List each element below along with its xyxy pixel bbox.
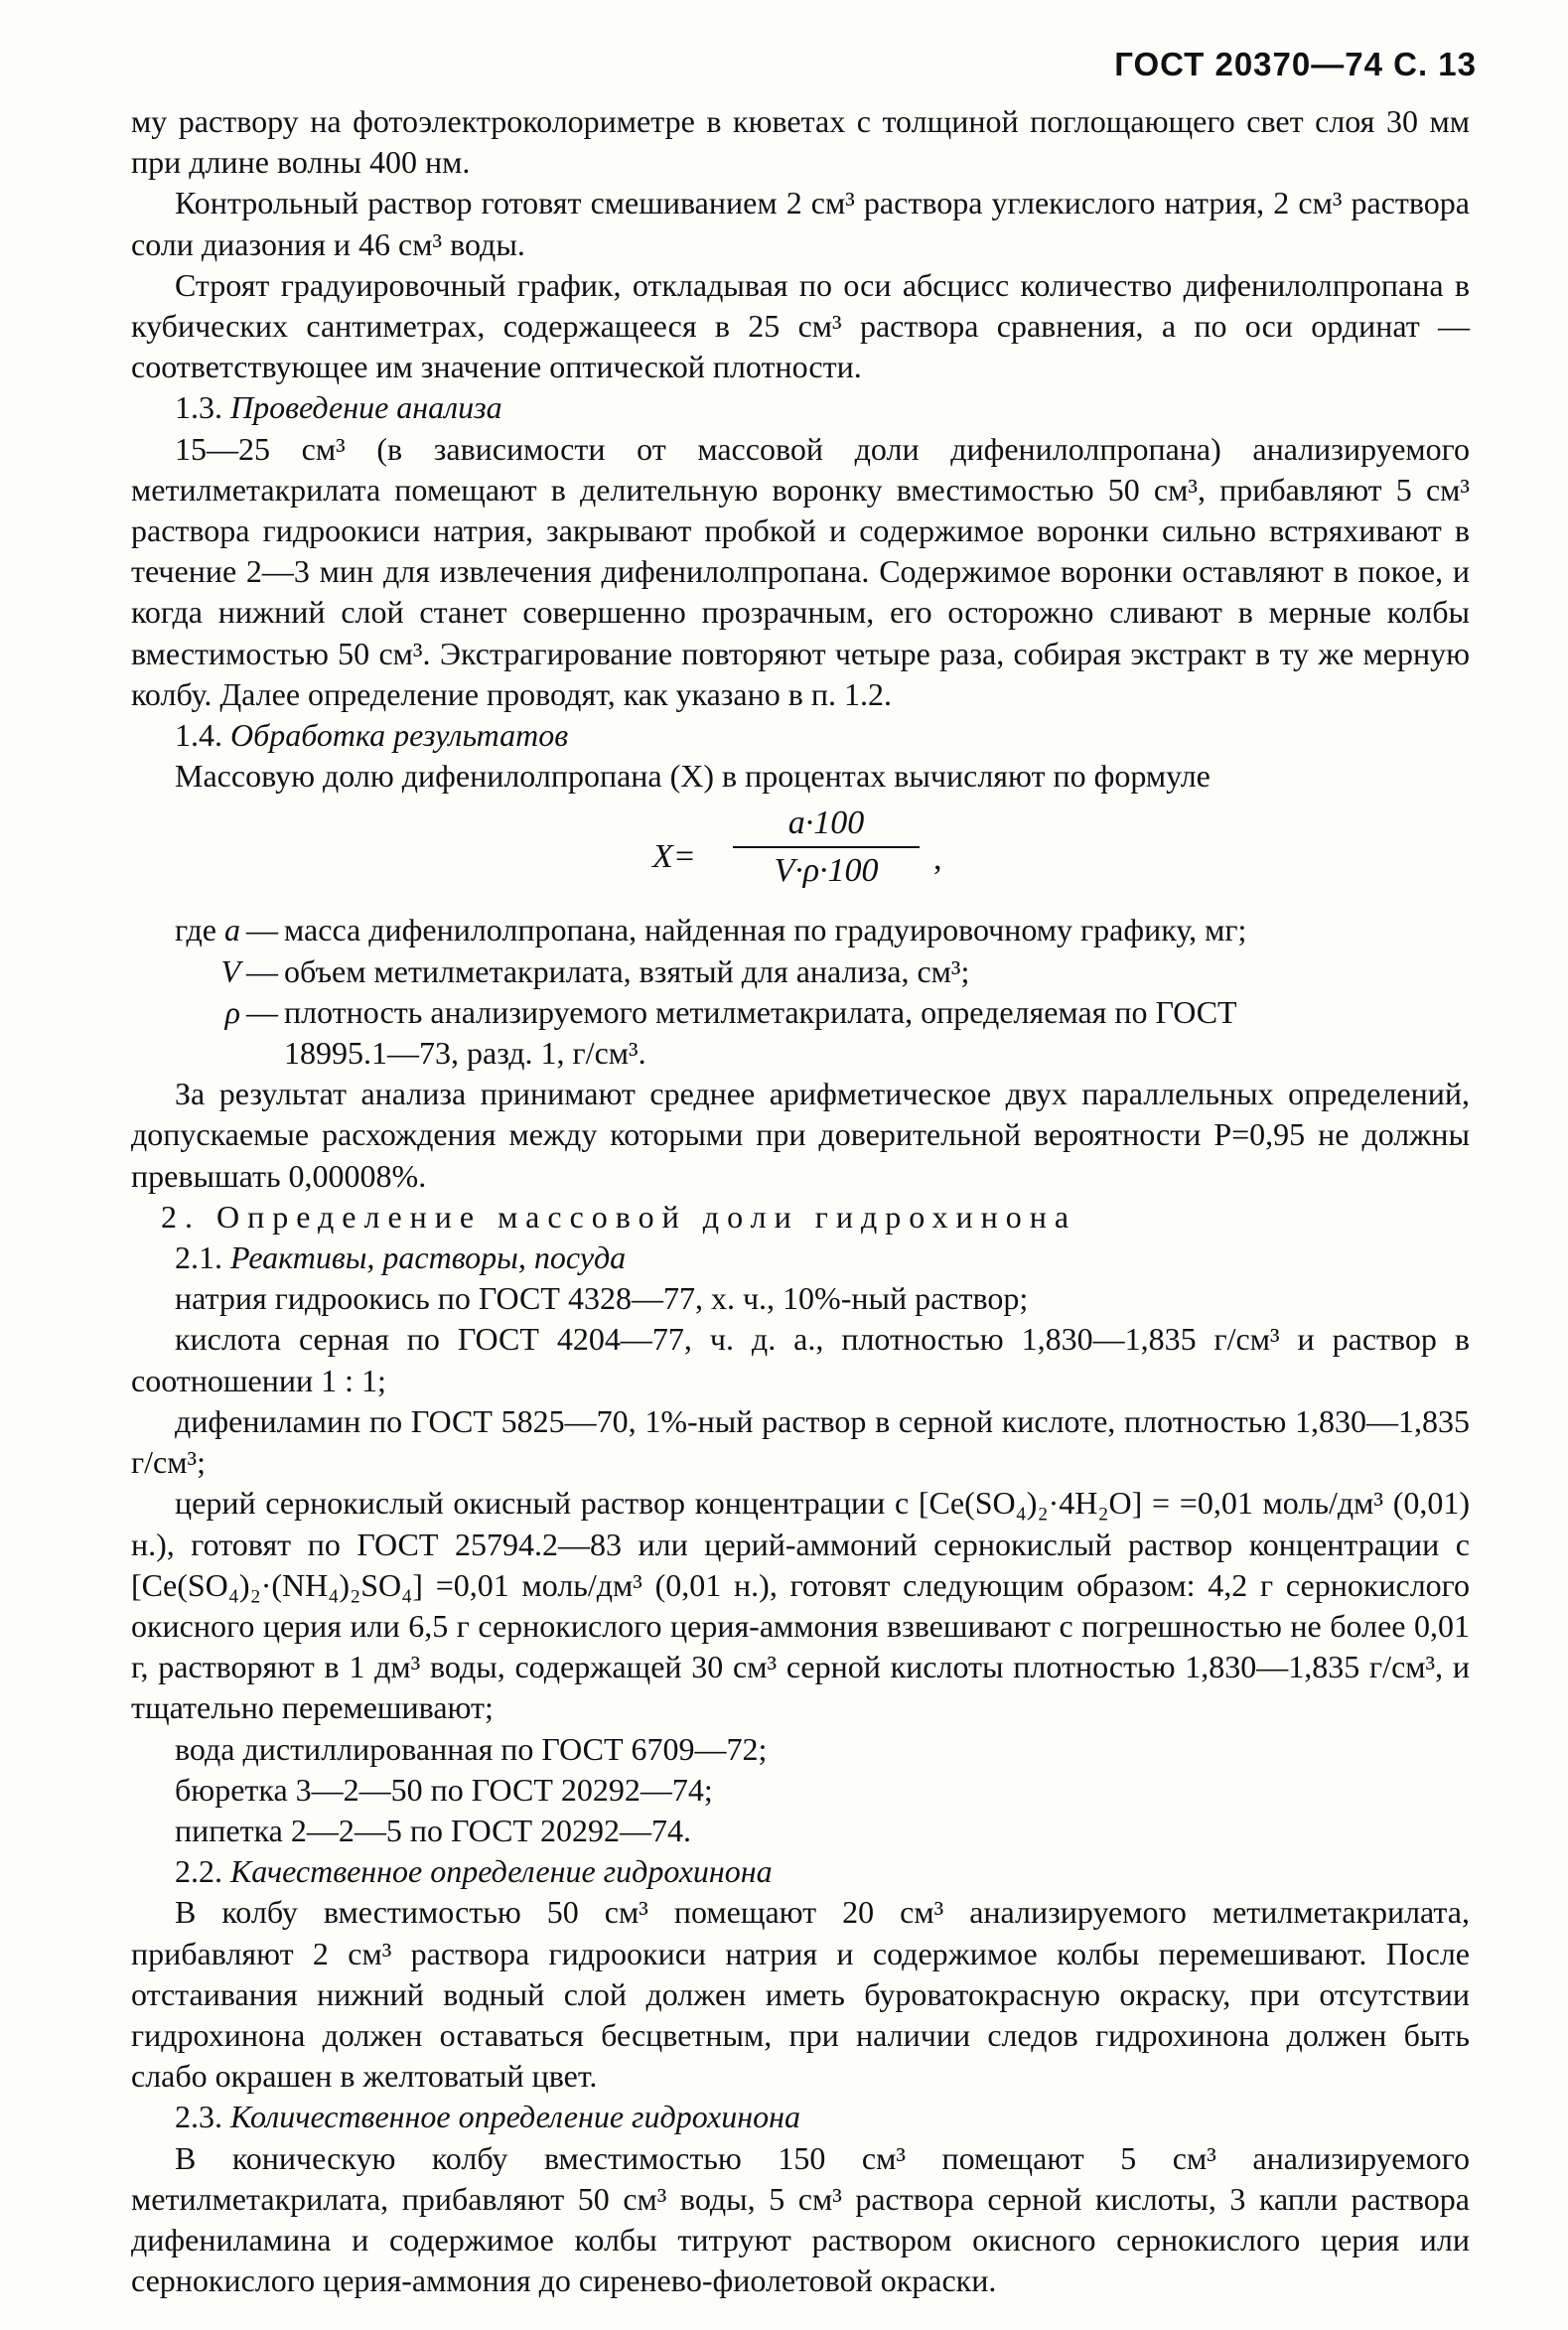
definition-dash: —	[246, 952, 278, 989]
formula-numerator: a·100	[787, 804, 865, 842]
heading-2-1	[131, 1238, 1470, 1278]
paragraph-control-solution: Контрольный раствор готовят смешиванием 2 см³ раствора углекислого натрия, 2 см³ раствора соли диазония и 46 см³ воды.	[131, 185, 1470, 262]
reagent-item: церий сернокислый окисный раствор концентрации c [Ce(SO₄)₂·4H₂O] = =0,01 моль/дм³ (0,01) н.), готовят по ГОСТ 25794.2—83 или церий-аммоний сернокислый раствор концентрации c [Ce(SO₄)₂·(NH₄)₂SO₄] =0,01 моль/дм³ (0,01 н.), готовят следующим образом: 4,2 г сернокислого окисного церия или 6,5 г сернокислого церия-аммония взвешивают с погрешностью не более 0,01 г, растворяют в 1 дм³ воды, содержащей 30 см³ серной кислоты плотностью 1,830—1,835 г/см³, и тщательно перемешивают;	[131, 1485, 1471, 1726]
definition-v	[131, 951, 1470, 992]
definition-text: плотность анализируемого метилметакрилата, определяемая по ГОСТ	[284, 993, 1237, 1030]
heading-1-3	[131, 387, 1470, 428]
definition-symbol	[131, 992, 240, 1033]
heading-title: Проведение анализа	[230, 389, 502, 426]
formula-denominator: V·ρ·100	[774, 851, 879, 889]
reagent-item: кислота серная по ГОСТ 4204—77, ч. д. а., плотностью 1,830—1,835 г/см³ и раствор в соотношении 1 : 1;	[131, 1321, 1470, 1398]
paragraph-qualitative: В колбу вместимостью 50 см³ помещают 20 см³ анализируемого метилметакрилата, прибавляют 2 см³ раствора гидроокиси натрия и содержимое колбы перемешивают. После отстаивания нижний водный слой должен иметь буроватокрасную окраску, при отсутствии гидрохинона должен оставаться бесцветным, при наличии следов гидрохинона должен быть слабо окрашен в желтоватый цвет.	[131, 1894, 1470, 2095]
heading-title: Обработка результатов	[230, 717, 569, 754]
definition-dash: —	[246, 993, 278, 1030]
heading-1-4	[131, 715, 1470, 756]
formula-comma: ,	[933, 840, 942, 878]
heading-title: Качественное определение гидрохинона	[230, 1853, 773, 1890]
definition-symbol	[131, 951, 240, 992]
heading-number: 2.2.	[175, 1853, 222, 1890]
symbol-v: V	[220, 952, 240, 989]
definition-text: объем метилметакрилата, взятый для анализа, см³;	[284, 952, 970, 989]
heading-number: 2.3.	[175, 2099, 222, 2135]
heading-title: Реактивы, растворы, посуда	[230, 1239, 627, 1276]
where-word: где	[174, 912, 216, 948]
definition-dash: —	[246, 912, 278, 948]
paragraph-result: За результат анализа принимают среднее арифметическое двух параллельных определений, допускаемые расхождения между которыми при доверительной вероятности P=0,95 не должны превышать 0,00008%.	[131, 1076, 1470, 1194]
formula-definitions	[131, 910, 1470, 1074]
reagent-item: дифениламин по ГОСТ 5825—70, 1%-ный раствор в серной кислоте, плотностью 1,830—1,835 г/см³;	[131, 1402, 1470, 1481]
symbol-a: a	[224, 912, 240, 948]
paragraph-continuation: му раствору на фотоэлектроколориметре в кюветах с толщиной поглощающего свет слоя 30 мм при длине волны 400 нм.	[131, 103, 1470, 181]
heading-number: 1.4.	[175, 717, 222, 754]
section-2-title: 2. Определение массовой доли гидрохинона	[161, 1198, 1077, 1235]
paragraph-analysis-procedure: 15—25 см³ (в зависимости от массовой доли дифенилолпропана) анализируемого метилметакрилата помещают в делительную воронку вместимостью 50 см³, прибавляют 5 см³ раствора гидроокиси натрия, закрывают пробкой и содержимое воронки сильно встряхивают в течение 2—3 мин для извлечения дифенилолпропана. Содержимое воронки оставляют в покое, и когда нижний слой станет совершенно прозрачным, его осторожно сливают в мерные колбы вместимостью 50 см³. Экстрагирование повторяют четыре раза, собирая экстракт в ту же мерную колбу. Далее определение проводят, как указано в п. 1.2.	[131, 430, 1470, 712]
reagent-item: бюретка 3—2—50 по ГОСТ 20292—74;	[175, 1771, 713, 1808]
heading-title: Количественное определение гидрохинона	[230, 2099, 800, 2135]
heading-2-2	[131, 1851, 1470, 1892]
definition-continuation: 18995.1—73, разд. 1, г/см³.	[284, 1035, 646, 1072]
paragraph-formula-intro: Массовую долю дифенилолпропана (X) в процентах вычисляют по формуле	[175, 758, 1211, 795]
paragraph-calibration-graph: Строят градуировочный график, откладывая по оси абсцисс количество дифенилолпропана в кубических сантиметрах, содержащееся в 25 см³ раствора сравнения, а по оси ординат — соответствующее им значение оптической плотности.	[131, 266, 1470, 385]
document-body	[131, 101, 1470, 2301]
definition-symbol	[131, 910, 240, 950]
formula-lhs: X=	[652, 838, 696, 876]
heading-2-3	[131, 2097, 1470, 2137]
definition-a	[131, 910, 1470, 950]
page-header: ГОСТ 20370—74 С. 13	[1114, 46, 1477, 82]
paragraph-quantitative: В коническую колбу вместимостью 150 см³ помещают 5 см³ анализируемого метилметакрилата, прибавляют 50 см³ воды, 5 см³ раствора серной кислоты, 3 капли раствора дифениламина и содержимое колбы титруют раствором окисного сернокислого церия или сернокислого церия-аммония до сиреневo-фиолетовой окраски.	[131, 2139, 1470, 2299]
reagent-item: натрия гидроокись по ГОСТ 4328—77, х. ч., 10%-ный раствор;	[175, 1280, 1029, 1317]
heading-number: 1.3.	[175, 389, 222, 426]
reagent-item: вода дистиллированная по ГОСТ 6709—72;	[175, 1730, 768, 1767]
definition-text: масса дифенилолпропана, найденная по градуировочному графику, мг;	[284, 912, 1247, 948]
definition-rho	[131, 992, 1470, 1033]
formula-fraction	[727, 802, 926, 890]
formula	[131, 802, 1470, 906]
heading-number: 2.1.	[175, 1239, 222, 1276]
symbol-rho: ρ	[224, 993, 240, 1030]
reagent-item: пипетка 2—2—5 по ГОСТ 20292—74.	[175, 1812, 692, 1848]
